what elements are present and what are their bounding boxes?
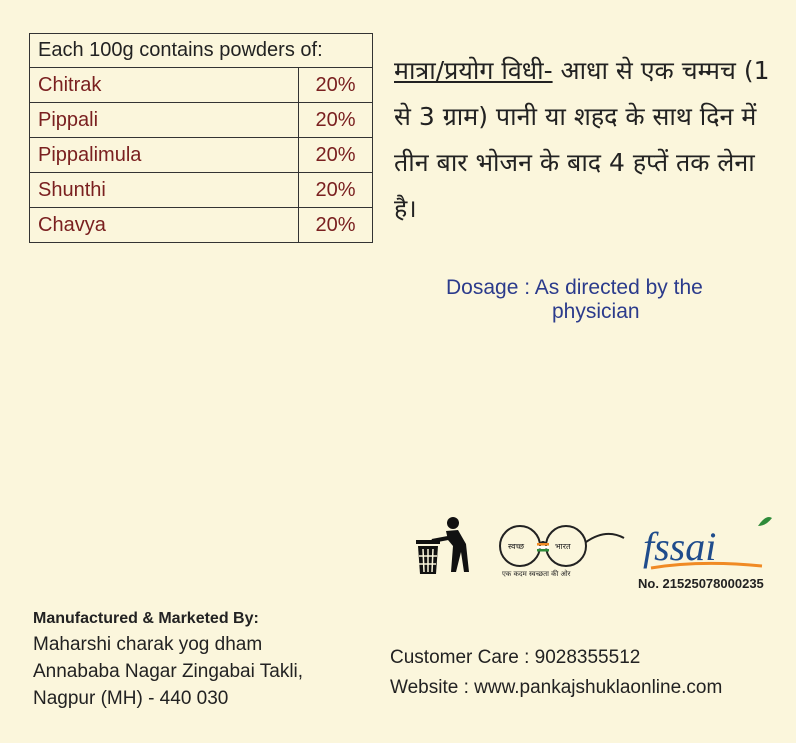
composition-table — [29, 33, 373, 243]
table-row — [30, 103, 373, 138]
website: Website : www.pankajshuklaonline.com — [390, 677, 723, 698]
dosage-line-1: Dosage : As directed by the — [446, 276, 703, 299]
manufacturer-line-3: Nagpur (MH) - 440 030 — [33, 688, 229, 709]
ingredient-name: Shunthi — [30, 173, 299, 208]
ingredient-percent: 20% — [299, 138, 373, 173]
table-row — [30, 208, 373, 243]
table-row — [30, 138, 373, 173]
manufacturer-heading: Manufactured & Marketed By: — [33, 610, 259, 627]
composition-header: Each 100g contains powders of: — [30, 34, 373, 68]
hindi-dosage-instructions — [394, 48, 774, 232]
manufacturer-line-1: Maharshi charak yog dham — [33, 634, 263, 655]
manufacturer-block — [33, 607, 303, 712]
fssai-logo — [643, 517, 772, 569]
ingredient-percent: 20% — [299, 68, 373, 103]
trash-bin-icon — [416, 517, 469, 574]
logos-row — [410, 510, 780, 580]
manufacturer-line-2: Annababa Nagar Zingabai Takli, — [33, 661, 304, 682]
ingredient-name: Chitrak — [30, 68, 299, 103]
table-row — [30, 68, 373, 103]
hindi-heading: मात्रा/प्रयोग विधी- — [394, 56, 553, 85]
customer-care: Customer Care : 9028355512 — [390, 647, 641, 668]
swachh-bharat-logo — [500, 526, 624, 578]
ingredient-name: Pippali — [30, 103, 299, 138]
hindi-text: आधा से एक चम्मच (1 से 3 ग्राम) पानी या शहद के साथ दिन में तीन बार भोजन के बाद 4 हप्तें तक लेना है। — [394, 56, 770, 223]
contact-block — [390, 643, 722, 703]
ingredient-name: Pippalimula — [30, 138, 299, 173]
dosage-line-2: physician — [552, 300, 640, 323]
fssai-license-number: No. 21525078000235 — [638, 576, 764, 591]
ingredient-name: Chavya — [30, 208, 299, 243]
ingredient-percent: 20% — [299, 103, 373, 138]
swachh-right-text: भारत — [555, 542, 571, 551]
ingredient-percent: 20% — [299, 208, 373, 243]
fssai-text: fssai — [643, 524, 717, 569]
dosage-note — [446, 276, 776, 324]
ingredient-percent: 20% — [299, 173, 373, 208]
table-row — [30, 173, 373, 208]
swachh-left-text: स्वच्छ — [508, 542, 525, 551]
swachh-tagline: एक कदम स्वच्छता की ओर — [502, 570, 571, 578]
